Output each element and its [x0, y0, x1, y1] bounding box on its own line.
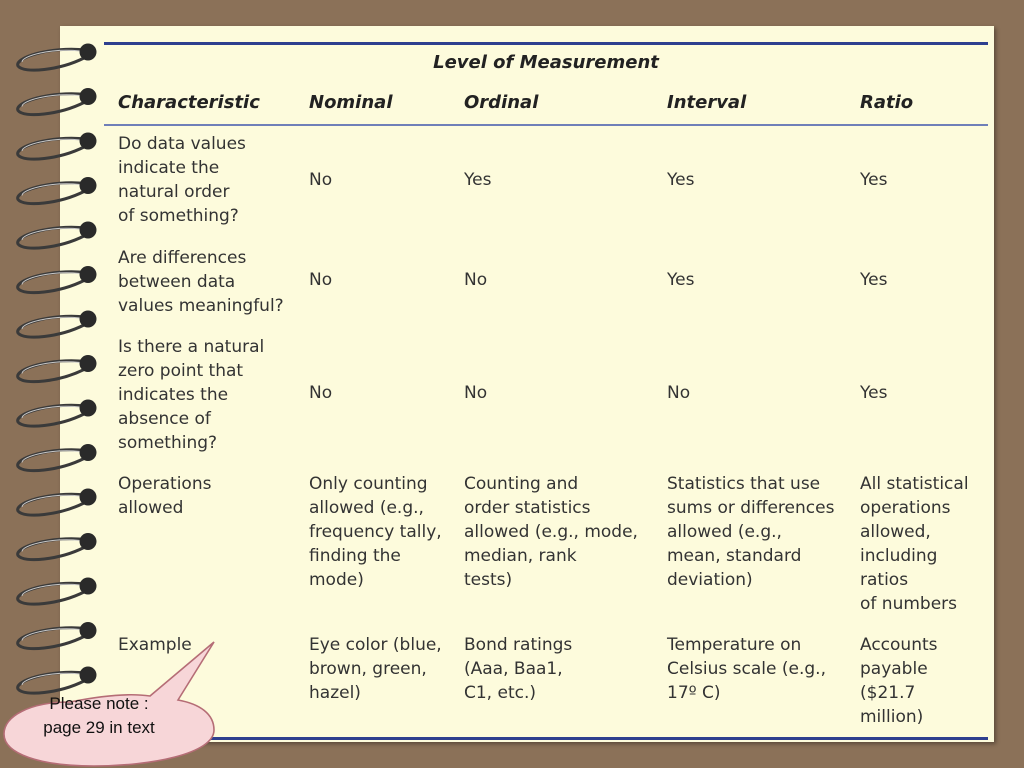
cell-line: Accounts	[860, 635, 938, 655]
cell-nominal	[309, 633, 442, 705]
cell-line: Yes	[860, 170, 888, 190]
header-ordinal: Ordinal	[464, 92, 539, 113]
cell-line: ($21.7	[860, 683, 916, 703]
binding-hole	[80, 444, 97, 461]
cell-line: mean, standard	[667, 546, 802, 566]
cell-interval	[667, 268, 694, 292]
cell-ratio	[860, 633, 938, 729]
callout-line-1: Please note :	[49, 694, 149, 713]
binding-hole	[80, 222, 97, 239]
cell-interval	[667, 472, 834, 592]
cell-interval	[667, 168, 694, 192]
cell-line: No	[309, 270, 333, 290]
cell-line: Do data values	[118, 134, 246, 154]
cell-line: operations	[860, 498, 951, 518]
cell-line: No	[309, 170, 333, 190]
binding-hole	[80, 133, 97, 150]
cell-line: indicate the	[118, 158, 220, 178]
binding-hole	[80, 400, 97, 417]
cell-line: of something?	[118, 206, 239, 226]
cell-line: Yes	[667, 270, 695, 290]
table-header-rule	[104, 124, 988, 126]
cell-line: allowed,	[860, 522, 931, 542]
cell-line: indicates the	[118, 385, 229, 405]
spiral-ring	[18, 138, 86, 159]
spiral-ring	[18, 494, 86, 515]
spiral-ring	[18, 405, 86, 426]
cell-ordinal	[464, 268, 487, 292]
binding-hole	[80, 88, 97, 105]
cell-ordinal	[464, 472, 638, 592]
callout-note	[14, 692, 184, 740]
cell-line: deviation)	[667, 570, 753, 590]
cell-ordinal	[464, 633, 572, 705]
cell-line: Eye color (blue,	[309, 635, 442, 655]
cell-line: Only counting	[309, 474, 428, 494]
cell-interval	[667, 381, 690, 405]
cell-line: brown, green,	[309, 659, 427, 679]
cell-line: something?	[118, 433, 218, 453]
cell-line: Yes	[464, 170, 492, 190]
cell-nominal	[309, 168, 332, 192]
cell-line: No	[464, 270, 488, 290]
spiral-ring	[18, 49, 86, 70]
cell-line: All statistical	[860, 474, 969, 494]
cell-line: Is there a natural	[118, 337, 265, 357]
cell-line: natural order	[118, 182, 230, 202]
spiral-ring	[18, 183, 86, 204]
header-nominal: Nominal	[309, 92, 393, 113]
cell-line: zero point that	[118, 361, 244, 381]
cell-line: payable	[860, 659, 928, 679]
header-characteristic: Characteristic	[118, 92, 260, 113]
cell-line: tests)	[464, 570, 513, 590]
cell-line: Example	[118, 635, 192, 655]
cell-line: frequency tally,	[309, 522, 442, 542]
cell-line: values meaningful?	[118, 296, 284, 316]
binding-hole	[80, 266, 97, 283]
spiral-ring	[18, 583, 86, 604]
binding-hole	[80, 489, 97, 506]
cell-line: C1, etc.)	[464, 683, 537, 703]
header-interval: Interval	[667, 92, 747, 113]
cell-line: No	[464, 383, 488, 403]
cell-line: Yes	[667, 170, 695, 190]
spiral-ring	[18, 450, 86, 471]
cell-line: (Aaa, Baa1,	[464, 659, 563, 679]
cell-ratio	[860, 381, 887, 405]
binding-hole	[80, 355, 97, 372]
cell-line: Bond ratings	[464, 635, 573, 655]
cell-ordinal	[464, 381, 487, 405]
cell-line: Counting and	[464, 474, 579, 494]
binding-hole	[80, 44, 97, 61]
cell-line: Operations	[118, 474, 212, 494]
cell-line: million)	[860, 707, 924, 727]
binding-hole	[80, 578, 97, 595]
cell-line: allowed	[118, 498, 184, 518]
cell-nominal	[309, 381, 332, 405]
cell-line: allowed (e.g.,	[667, 522, 782, 542]
cell-line: order statistics	[464, 498, 591, 518]
cell-line: Statistics that use	[667, 474, 821, 494]
cell-line: sums or differences	[667, 498, 835, 518]
binding-hole	[80, 177, 97, 194]
header-ratio: Ratio	[860, 92, 914, 113]
cell-interval	[667, 633, 826, 705]
cell-line: allowed (e.g., mode,	[464, 522, 638, 542]
cell-line: allowed (e.g.,	[309, 498, 424, 518]
cell-ratio	[860, 472, 969, 616]
spiral-ring	[18, 316, 86, 337]
cell-ordinal	[464, 168, 491, 192]
spiral-ring	[18, 94, 86, 115]
cell-line: No	[667, 383, 691, 403]
cell-line: Celsius scale (e.g.,	[667, 659, 826, 679]
cell-line: Are differences	[118, 248, 247, 268]
cell-line: between data	[118, 272, 236, 292]
cell-line: finding the	[309, 546, 401, 566]
cell-line: No	[309, 383, 333, 403]
spiral-ring	[18, 227, 86, 248]
cell-nominal	[309, 268, 332, 292]
cell-line: median, rank	[464, 546, 577, 566]
cell-line: of numbers	[860, 594, 957, 614]
cell-line: Yes	[860, 270, 888, 290]
table-top-rule	[104, 42, 988, 45]
cell-line: Yes	[860, 383, 888, 403]
cell-nominal	[309, 472, 442, 592]
cell-line: absence of	[118, 409, 211, 429]
spiral-ring	[18, 539, 86, 560]
spiral-ring	[18, 272, 86, 293]
cell-line: including	[860, 546, 938, 566]
cell-characteristic	[118, 335, 264, 455]
binding-hole	[80, 533, 97, 550]
callout-line-2: page 29 in text	[43, 718, 155, 737]
cell-characteristic	[118, 132, 246, 228]
cell-line: 17º C)	[667, 683, 721, 703]
cell-line: hazel)	[309, 683, 361, 703]
cell-line: ratios	[860, 570, 909, 590]
spiral-ring	[18, 361, 86, 382]
cell-ratio	[860, 168, 887, 192]
cell-line: Temperature on	[667, 635, 802, 655]
table-title: Level of Measurement	[433, 52, 659, 73]
binding-hole	[80, 311, 97, 328]
cell-ratio	[860, 268, 887, 292]
cell-characteristic	[118, 246, 284, 318]
cell-characteristic	[118, 472, 211, 520]
cell-line: mode)	[309, 570, 364, 590]
